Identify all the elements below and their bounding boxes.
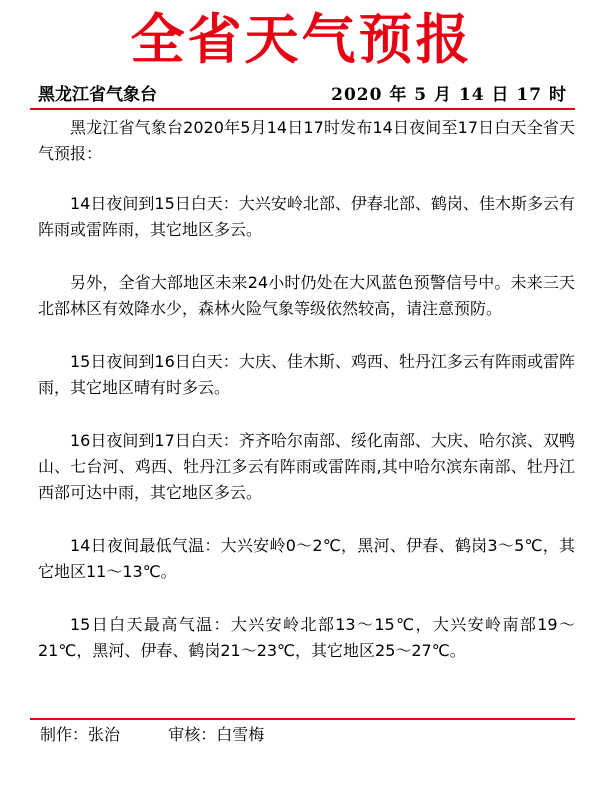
footer-divider bbox=[30, 718, 575, 720]
forecast-paragraph: 16日夜间到17日白天：齐齐哈尔南部、绥化南部、大庆、哈尔滨、双鸭山、七台河、鸡西、牡丹江多云有阵雨或雷阵雨,其中哈尔滨东南部、牡丹江西部可达中雨，其它地区多云。 bbox=[38, 431, 575, 502]
reviewer-name: 白雪梅 bbox=[216, 725, 265, 744]
forecast-paragraph: 14日夜间到15日白天：大兴安岭北部、伊春北部、鹤岗、佳木斯多云有阵雨或雷阵雨，其它地区多云。 bbox=[38, 194, 575, 239]
min-temperature-paragraph: 14日夜间最低气温：大兴安岭0～2℃，黑河、伊春、鹤岗3～5℃，其它地区11～13℃。 bbox=[38, 536, 575, 581]
footer bbox=[40, 722, 264, 748]
header-divider bbox=[30, 108, 575, 110]
forecast-intro: 黑龙江省气象台2020年5月14日17时发布14日夜间至17日白天全省天气预报： bbox=[38, 118, 575, 163]
reviewer-label: 审核： bbox=[168, 725, 217, 744]
producer-name: 张治 bbox=[88, 725, 121, 744]
forecast-paragraph: 15日夜间到16日白天：大庆、佳木斯、鸡西、牡丹江多云有阵雨或雷阵雨，其它地区晴有时多云。 bbox=[38, 352, 575, 397]
page-title: 全省天气预报 bbox=[130, 7, 473, 71]
forecast-body bbox=[38, 115, 575, 691]
issue-datetime: 2020 年 5 月 14 日 17 时 bbox=[331, 85, 567, 105]
max-temperature-paragraph: 15日白天最高气温：大兴安岭北部13～15℃，大兴安岭南部19～21℃，黑河、伊春、鹤岗21～23℃，其它地区25～27℃。 bbox=[38, 615, 575, 660]
producer-label: 制作： bbox=[40, 725, 89, 744]
issuer-name: 黑龙江省气象台 bbox=[38, 85, 157, 105]
forecast-paragraph: 另外，全省大部地区未来24小时仍处在大风蓝色预警信号中。未来三天北部林区有效降水少，森林火险气象等级依然较高，请注意预防。 bbox=[38, 273, 575, 318]
